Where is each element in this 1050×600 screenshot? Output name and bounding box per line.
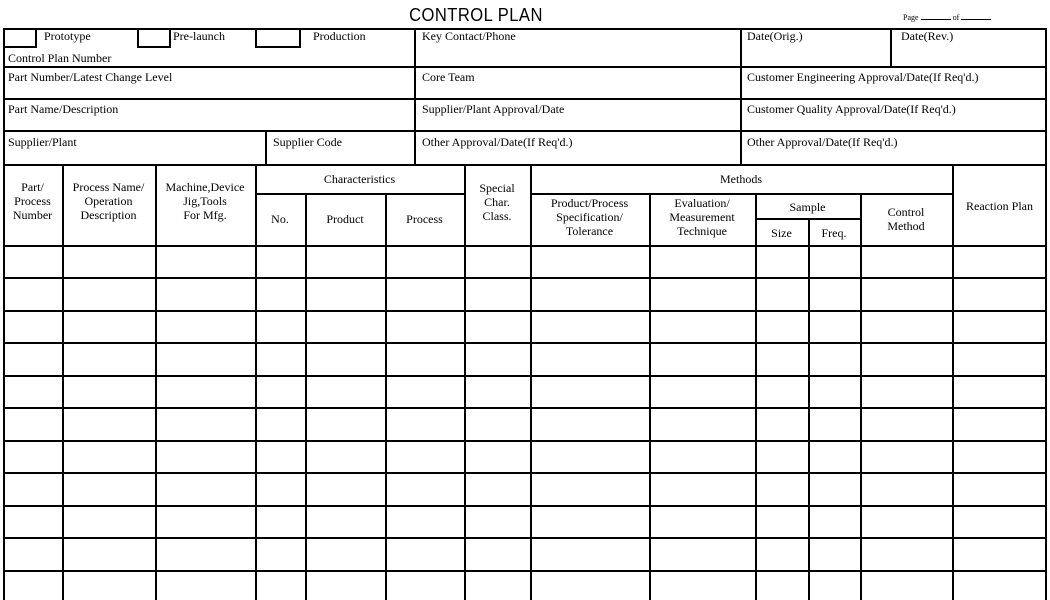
table-column-divider: [255, 164, 257, 600]
part-name-field: Part Name/Description: [8, 102, 119, 116]
header-row-divider: [3, 130, 1047, 132]
table-row: [3, 407, 1047, 409]
col-sample: Sample: [789, 200, 826, 214]
table-column-divider: [155, 164, 157, 600]
header-row-divider: [3, 66, 1047, 68]
header-row-divider: [3, 164, 1047, 166]
col-reaction-plan: Reaction Plan: [966, 199, 1033, 213]
page-number-blank[interactable]: [921, 13, 951, 20]
supplier-code-field: Supplier Code: [273, 135, 342, 149]
col-machine-device: Machine,Device Jig,Tools For Mfg.: [165, 180, 245, 222]
prototype-checkbox[interactable]: [3, 28, 37, 48]
customer-quality-approval-field: Customer Quality Approval/Date(If Req'd.): [747, 102, 956, 116]
core-team-field: Core Team: [422, 70, 475, 84]
of-label: of: [952, 13, 960, 22]
header-col-divider: [265, 130, 267, 164]
part-number-field: Part Number/Latest Change Level: [8, 70, 173, 84]
customer-engineering-approval-field: Customer Engineering Approval/Date(If Req'd.): [747, 70, 979, 84]
table-row: [3, 570, 1047, 572]
col-product: Product: [326, 212, 364, 226]
key-contact-field: Key Contact/Phone: [422, 29, 516, 43]
table-column-divider: [808, 218, 810, 600]
header-col-divider: [414, 28, 416, 164]
col-part-process-number: Part/ Process Number: [12, 180, 53, 222]
table-row: [3, 245, 1047, 247]
other-approval-field-2: Other Approval/Date(If Req'd.): [747, 135, 898, 149]
supplier-plant-field: Supplier/Plant: [8, 135, 77, 149]
prelaunch-checkbox[interactable]: [137, 28, 171, 48]
col-process-name: Process Name/ Operation Description: [72, 180, 145, 222]
table-row: [3, 375, 1047, 377]
col-no: No.: [271, 212, 289, 226]
table-row: [3, 472, 1047, 474]
col-methods: Methods: [720, 172, 762, 186]
header-col-divider: [890, 28, 892, 66]
date-rev-field: Date(Rev.): [901, 29, 954, 43]
table-row: [3, 310, 1047, 312]
methods-subheader-line: [530, 193, 952, 195]
col-evaluation-technique: Evaluation/ Measurement Technique: [669, 196, 735, 238]
other-approval-field: Other Approval/Date(If Req'd.): [422, 135, 573, 149]
table-row: [3, 537, 1047, 539]
col-characteristics: Characteristics: [323, 172, 396, 186]
prelaunch-label: Pre-launch: [173, 29, 225, 43]
page-label: Page: [903, 13, 919, 22]
col-process: Process: [406, 212, 443, 226]
table-row: [3, 505, 1047, 507]
table-column-divider: [952, 164, 954, 600]
header-row-divider: [3, 98, 1047, 100]
characteristics-subheader-line: [255, 193, 464, 195]
page-number-field: [903, 13, 991, 22]
table-column-divider: [530, 164, 532, 600]
page-total-blank[interactable]: [961, 13, 991, 20]
header-col-divider: [740, 28, 742, 164]
production-label: Production: [313, 29, 366, 43]
prototype-label: Prototype: [44, 29, 91, 43]
col-special-char-class: Special Char. Class.: [479, 181, 515, 223]
supplier-plant-approval-field: Supplier/Plant Approval/Date: [422, 102, 565, 116]
date-orig-field: Date(Orig.): [747, 29, 803, 43]
col-sample-freq: Freq.: [821, 226, 847, 240]
table-row: [3, 440, 1047, 442]
table-column-divider: [62, 164, 64, 600]
col-sample-size: Size: [771, 226, 792, 240]
page-title: CONTROL PLAN: [409, 5, 543, 25]
control-plan-number-field: Control Plan Number: [8, 51, 112, 65]
col-specification-tolerance: Product/Process Specification/ Tolerance: [550, 196, 629, 238]
table-row: [3, 277, 1047, 279]
col-control-method: Control Method: [887, 205, 925, 233]
table-row: [3, 342, 1047, 344]
production-checkbox[interactable]: [255, 28, 301, 48]
table-column-divider: [464, 164, 466, 600]
